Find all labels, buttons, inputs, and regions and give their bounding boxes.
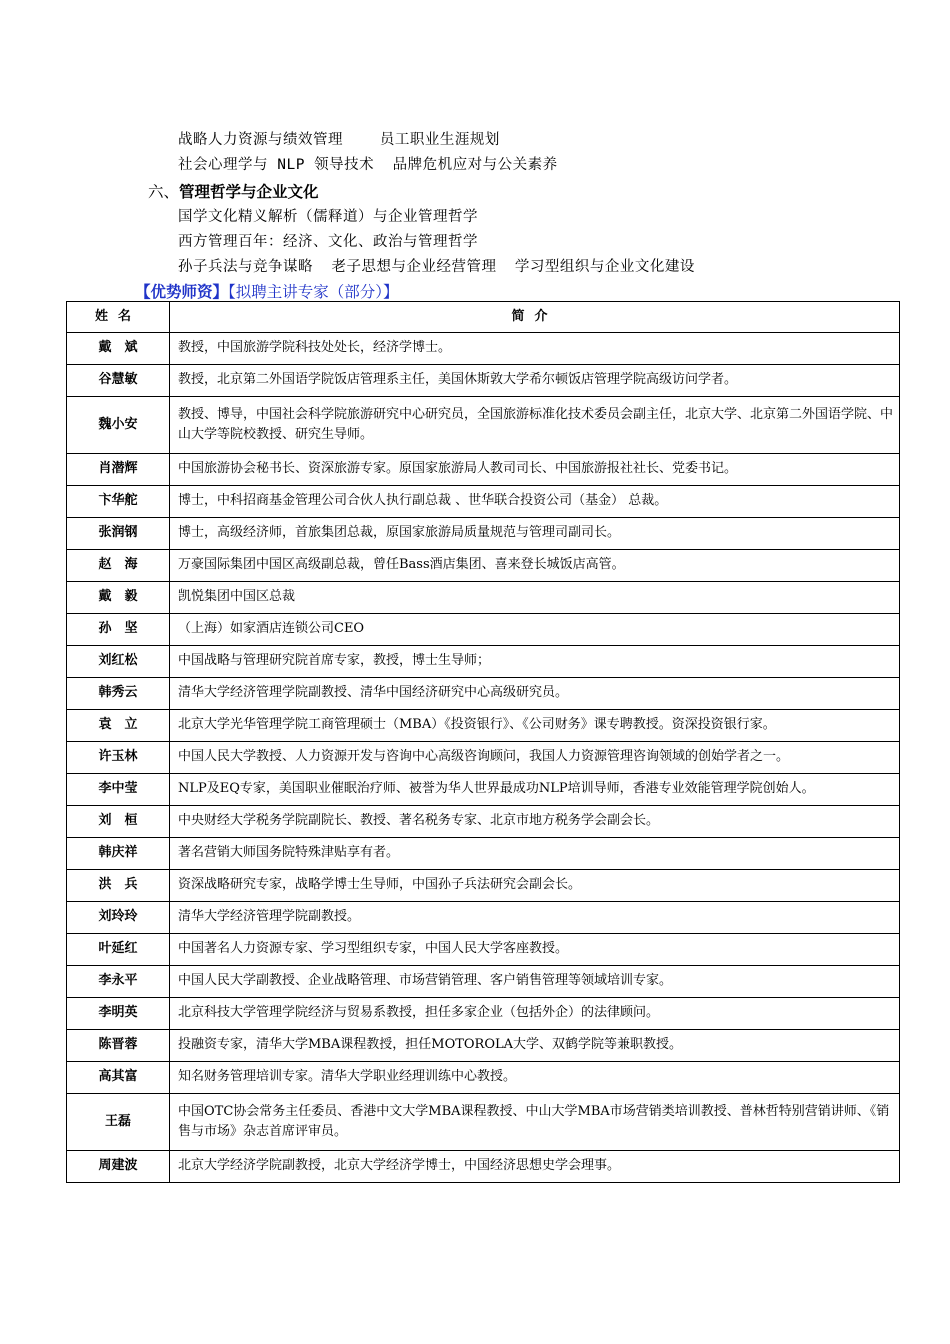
expert-name: 王磊 bbox=[67, 1094, 170, 1151]
expert-intro: 北京科技大学管理学院经济与贸易系教授，担任多家企业（包括外企）的法律顾问。 bbox=[170, 998, 900, 1030]
expert-name: 肖潜辉 bbox=[67, 454, 170, 486]
section-heading bbox=[148, 180, 319, 202]
table-row bbox=[67, 966, 900, 998]
table-row bbox=[67, 1094, 900, 1151]
expert-name: 张润钢 bbox=[67, 518, 170, 550]
expert-intro: NLP及EQ专家，美国职业催眠治疗师、被誉为华人世界最成功NLP培训导师，香港专业效能管理学院创始人。 bbox=[170, 774, 900, 806]
expert-intro: 中国OTC协会常务主任委员、香港中文大学MBA课程教授、中山大学MBA市场营销类培训教授、普林哲特别营销讲师、《销售与市场》杂志首席评审员。 bbox=[170, 1094, 900, 1151]
table-row bbox=[67, 333, 900, 365]
teachers-heading-a: 【优势师资】 bbox=[135, 283, 229, 301]
expert-name: 许玉林 bbox=[67, 742, 170, 774]
expert-name: 高其富 bbox=[67, 1062, 170, 1094]
course-line-2: 社会心理学与 NLP 领导技术 品牌危机应对与公关素养 bbox=[178, 157, 558, 173]
table-row bbox=[67, 806, 900, 838]
header-intro: 简介 bbox=[170, 302, 900, 333]
table-row bbox=[67, 998, 900, 1030]
section-title: 管理哲学与企业文化 bbox=[179, 183, 319, 201]
table-row bbox=[67, 365, 900, 397]
table-row bbox=[67, 614, 900, 646]
expert-intro: 万豪国际集团中国区高级副总裁，曾任Bass酒店集团、喜来登长城饭店高管。 bbox=[170, 550, 900, 582]
expert-name: 孙 坚 bbox=[67, 614, 170, 646]
teachers-heading-b: 【拟聘主讲专家（部分）】 bbox=[228, 283, 399, 301]
expert-intro: （上海）如家酒店连锁公司CEO bbox=[170, 614, 900, 646]
table-header-row bbox=[67, 302, 900, 333]
table-row bbox=[67, 1062, 900, 1094]
table-row bbox=[67, 774, 900, 806]
table-row bbox=[67, 646, 900, 678]
expert-name: 李明英 bbox=[67, 998, 170, 1030]
expert-name: 戴 斌 bbox=[67, 333, 170, 365]
expert-intro: 中国著名人力资源专家、学习型组织专家，中国人民大学客座教授。 bbox=[170, 934, 900, 966]
expert-intro: 中国旅游协会秘书长、资深旅游专家。原国家旅游局人教司司长、中国旅游报社社长、党委书记。 bbox=[170, 454, 900, 486]
course-line-3: 国学文化精义解析（儒释道）与企业管理哲学 bbox=[178, 209, 478, 225]
expert-intro: 凯悦集团中国区总裁 bbox=[170, 582, 900, 614]
expert-name: 周建波 bbox=[67, 1151, 170, 1183]
expert-name: 赵 海 bbox=[67, 550, 170, 582]
teachers-heading bbox=[135, 280, 399, 302]
experts-table-body bbox=[67, 333, 900, 1183]
expert-name: 洪 兵 bbox=[67, 870, 170, 902]
table-row bbox=[67, 838, 900, 870]
table-row bbox=[67, 742, 900, 774]
table-row bbox=[67, 710, 900, 742]
table-row bbox=[67, 582, 900, 614]
table-row bbox=[67, 518, 900, 550]
table-row bbox=[67, 486, 900, 518]
table-row bbox=[67, 1030, 900, 1062]
table-row bbox=[67, 678, 900, 710]
table-row bbox=[67, 1151, 900, 1183]
expert-intro: 博士，高级经济师，首旅集团总裁，原国家旅游局质量规范与管理司副司长。 bbox=[170, 518, 900, 550]
course-line-5: 孙子兵法与竞争谋略 老子思想与企业经营管理 学习型组织与企业文化建设 bbox=[178, 259, 695, 275]
table-row bbox=[67, 454, 900, 486]
expert-name: 刘玲玲 bbox=[67, 902, 170, 934]
expert-intro: 博士，中科招商基金管理公司合伙人执行副总裁 、世华联合投资公司（基金） 总裁。 bbox=[170, 486, 900, 518]
expert-intro: 知名财务管理培训专家。清华大学职业经理训练中心教授。 bbox=[170, 1062, 900, 1094]
expert-intro: 北京大学经济学院副教授，北京大学经济学博士，中国经济思想史学会理事。 bbox=[170, 1151, 900, 1183]
expert-name: 韩庆祥 bbox=[67, 838, 170, 870]
header-name: 姓名 bbox=[67, 302, 170, 333]
course-line-4: 西方管理百年：经济、文化、政治与管理哲学 bbox=[178, 234, 478, 250]
expert-intro: 教授、博导，中国社会科学院旅游研究中心研究员，全国旅游标准化技术委员会副主任，北京大学、北京第二外国语学院、中山大学等院校教授、研究生导师。 bbox=[170, 397, 900, 454]
expert-intro: 教授，北京第二外国语学院饭店管理系主任，美国休斯敦大学希尔顿饭店管理学院高级访问学者。 bbox=[170, 365, 900, 397]
expert-intro: 北京大学光华管理学院工商管理硕士（MBA）《投资银行》、《公司财务》课专聘教授。资深投资银行家。 bbox=[170, 710, 900, 742]
table-row bbox=[67, 902, 900, 934]
expert-name: 叶延红 bbox=[67, 934, 170, 966]
expert-intro: 资深战略研究专家，战略学博士生导师，中国孙子兵法研究会副会长。 bbox=[170, 870, 900, 902]
section-number: 六、 bbox=[148, 183, 180, 201]
expert-name: 袁 立 bbox=[67, 710, 170, 742]
expert-intro: 中国人民大学教授、人力资源开发与咨询中心高级咨询顾问，我国人力资源管理咨询领域的创始学者之一。 bbox=[170, 742, 900, 774]
expert-intro: 中央财经大学税务学院副院长、教授、著名税务专家、北京市地方税务学会副会长。 bbox=[170, 806, 900, 838]
expert-intro: 教授，中国旅游学院科技处处长，经济学博士。 bbox=[170, 333, 900, 365]
expert-name: 李永平 bbox=[67, 966, 170, 998]
expert-name: 韩秀云 bbox=[67, 678, 170, 710]
expert-name: 戴 毅 bbox=[67, 582, 170, 614]
table-row bbox=[67, 870, 900, 902]
expert-name: 谷慧敏 bbox=[67, 365, 170, 397]
expert-name: 刘红松 bbox=[67, 646, 170, 678]
table-row bbox=[67, 934, 900, 966]
expert-intro: 中国战略与管理研究院首席专家，教授，博士生导师； bbox=[170, 646, 900, 678]
expert-name: 李中莹 bbox=[67, 774, 170, 806]
expert-intro: 著名营销大师国务院特殊津贴享有者。 bbox=[170, 838, 900, 870]
expert-name: 魏小安 bbox=[67, 397, 170, 454]
table-row bbox=[67, 550, 900, 582]
expert-intro: 清华大学经济管理学院副教授、清华中国经济研究中心高级研究员。 bbox=[170, 678, 900, 710]
expert-name: 卞华舵 bbox=[67, 486, 170, 518]
expert-intro: 投融资专家，清华大学MBA课程教授，担任MOTOROLA大学、双鹤学院等兼职教授。 bbox=[170, 1030, 900, 1062]
experts-table bbox=[66, 301, 900, 1183]
expert-name: 刘 桓 bbox=[67, 806, 170, 838]
course-line-1: 战略人力资源与绩效管理 员工职业生涯规划 bbox=[178, 132, 500, 148]
expert-intro: 中国人民大学副教授、企业战略管理、市场营销管理、客户销售管理等领域培训专家。 bbox=[170, 966, 900, 998]
expert-name: 陈晋蓉 bbox=[67, 1030, 170, 1062]
table-row bbox=[67, 397, 900, 454]
expert-intro: 清华大学经济管理学院副教授。 bbox=[170, 902, 900, 934]
